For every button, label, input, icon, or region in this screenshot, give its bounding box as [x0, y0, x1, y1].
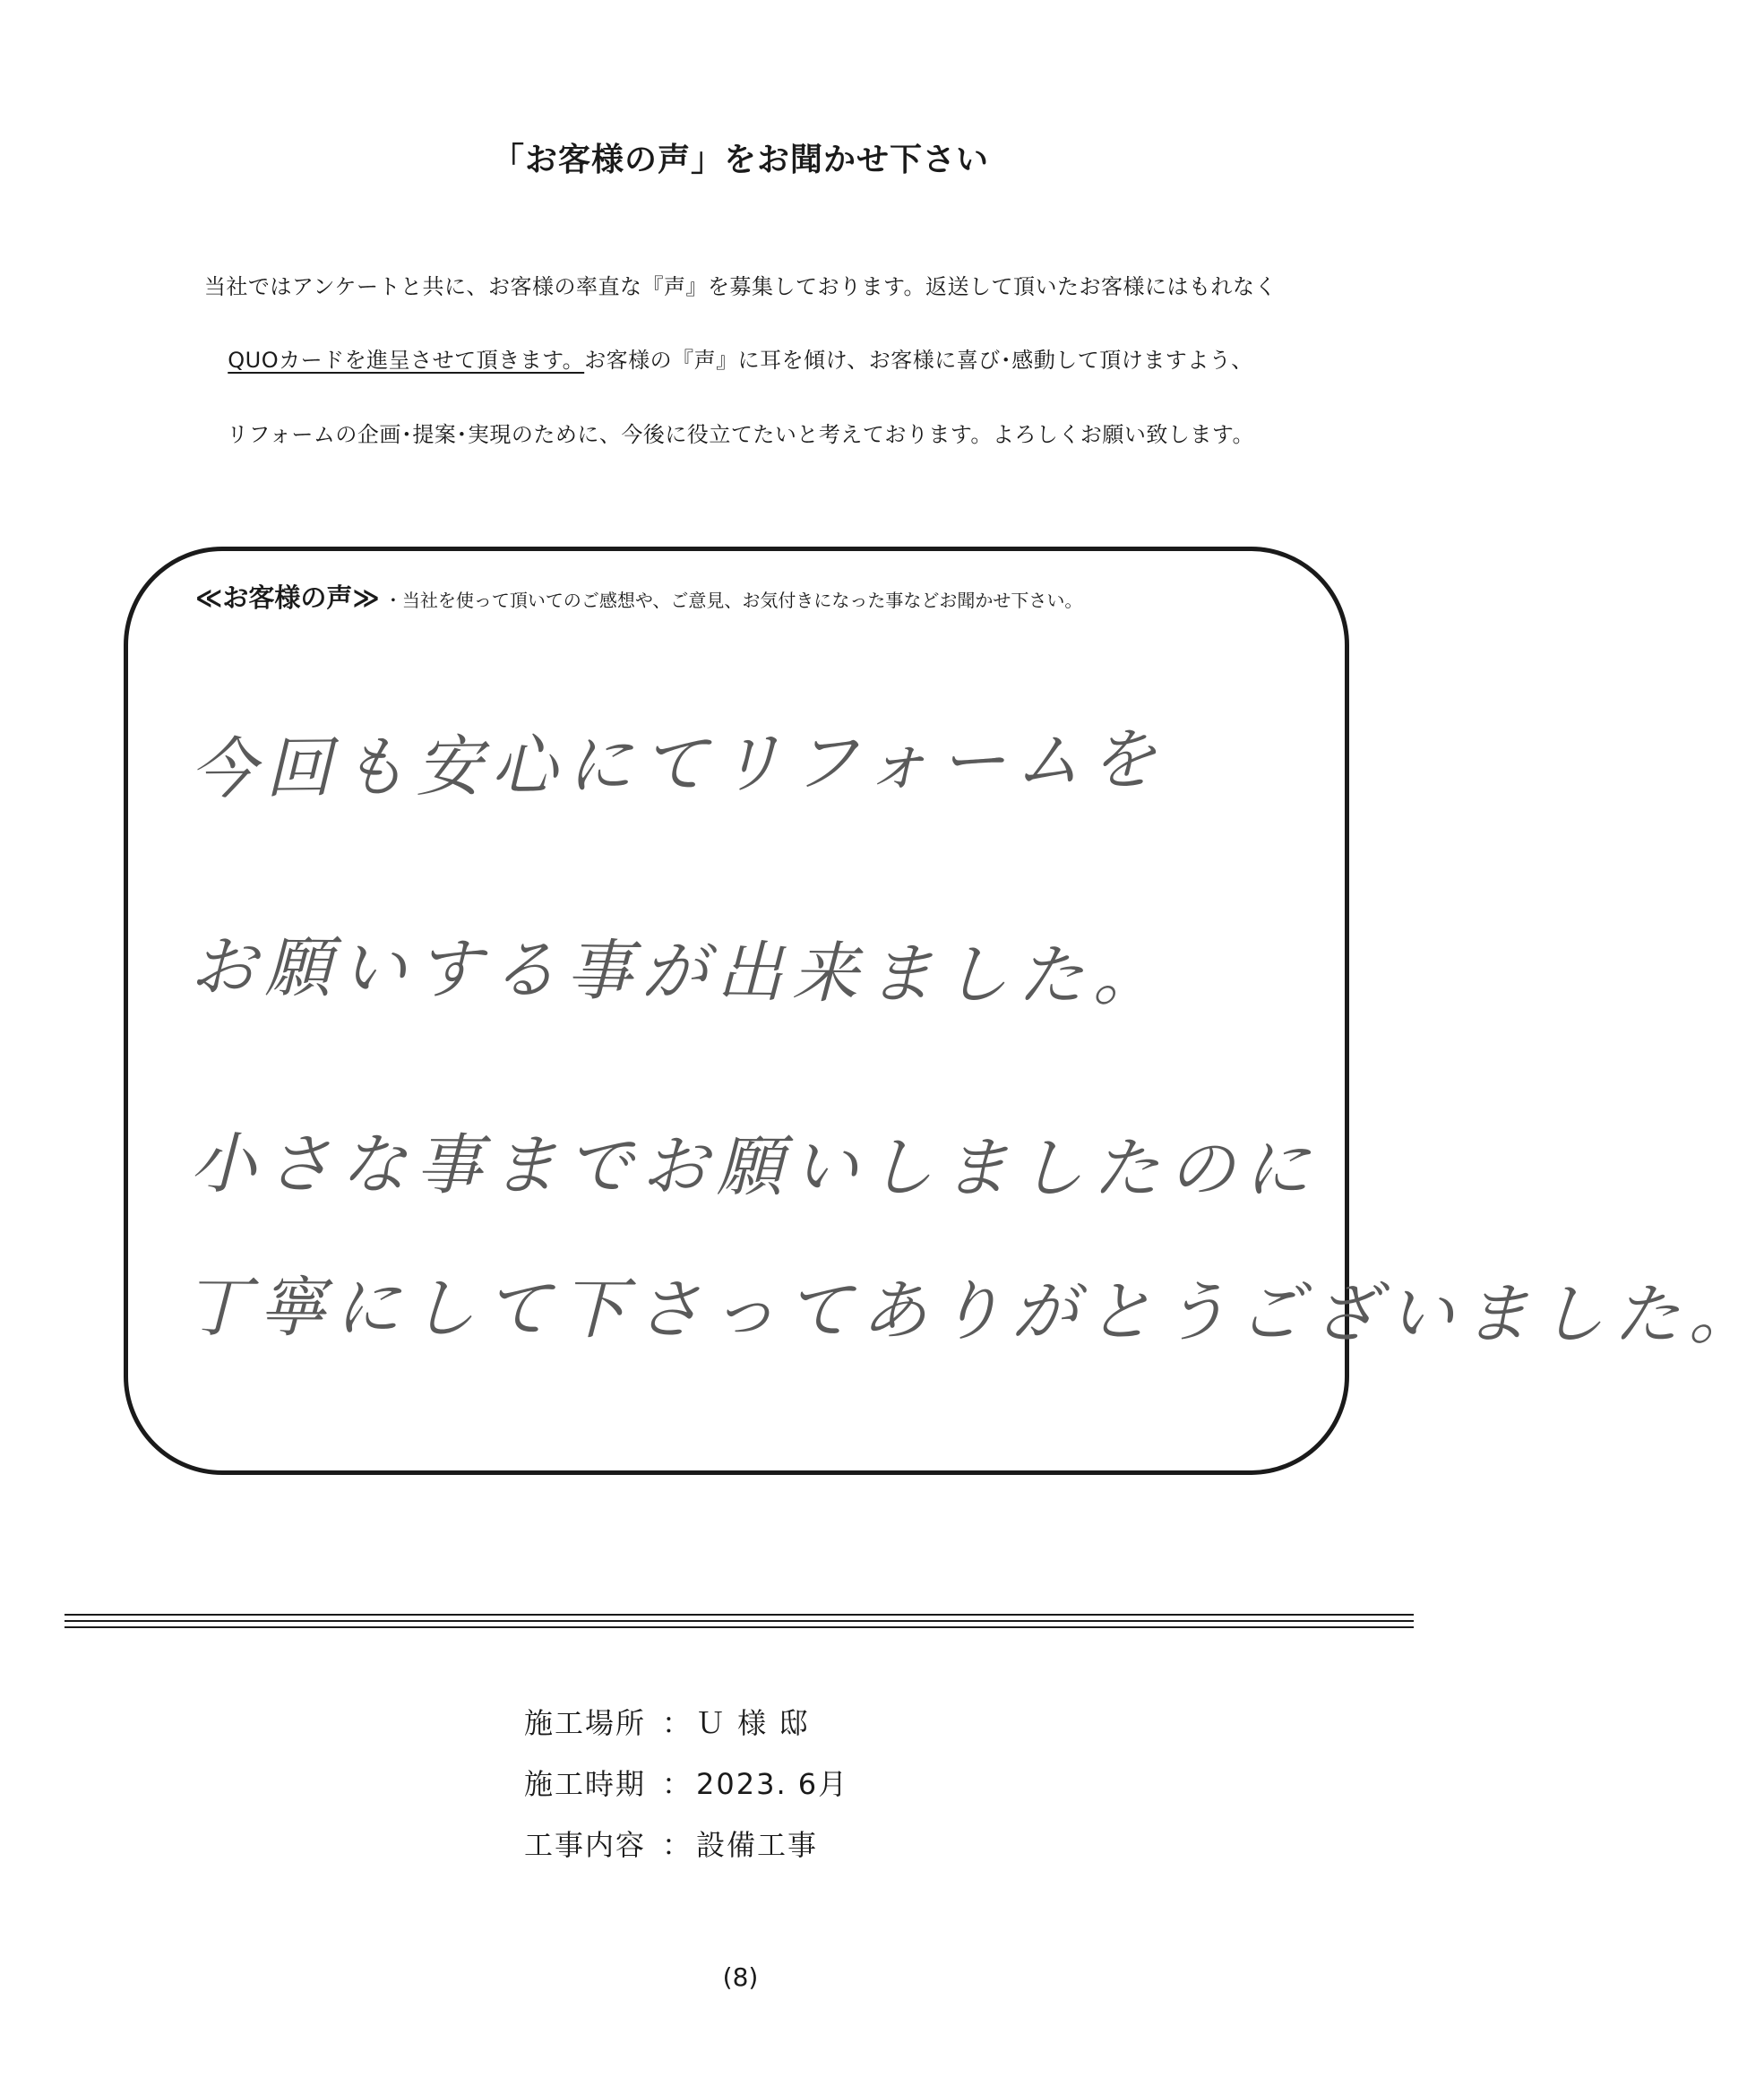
intro-line-1: 当社ではアンケートと共に、お客様の率直な『声』を募集しております。返送して頂いたお客様にはもれなく: [203, 274, 1278, 299]
divider-rule: [65, 1614, 1414, 1616]
page-number: (8): [722, 1962, 759, 1992]
info-value: Ｕ 様 邸: [696, 1706, 810, 1740]
divider-rule: [65, 1626, 1414, 1628]
info-label: 施工時期: [524, 1767, 647, 1801]
page-title: 「お客様の声」をお聞かせ下さい: [491, 142, 989, 178]
construction-period-row: [524, 1762, 848, 1803]
info-label: 施工場所: [524, 1706, 647, 1740]
info-value: 2023. 6月: [696, 1767, 849, 1801]
handwritten-line-3: 小さな事までお願いしましたのに: [189, 1125, 1320, 1209]
info-separator: ：: [661, 1706, 693, 1740]
quo-card-notice: QUOカードを進呈させて頂きます。: [228, 348, 585, 373]
info-value: 設備工事: [696, 1828, 819, 1862]
handwritten-line-2: お願いする事が出来ました。: [189, 928, 1169, 1016]
intro-line-2-rest: お客様の『声』に耳を傾け、お客様に喜び･感動して頂けますよう、: [584, 348, 1253, 373]
voice-box-title: ≪お客様の声≫: [195, 582, 380, 613]
voice-box-prompt: ・当社を使って頂いてのご感想や、ご意見、お気付きになった事などお聞かせ下さい。: [383, 590, 1083, 611]
handwritten-line-4: 丁寧にして下さってありがとうございました。: [183, 1269, 1764, 1355]
intro-line-3: リフォームの企画･提案･実現のために、今後に役立てたいと考えております。よろしくお願い致します。: [227, 422, 1254, 447]
info-separator: ：: [661, 1828, 693, 1862]
construction-location-row: [524, 1701, 809, 1742]
info-separator: ：: [661, 1767, 693, 1801]
info-label: 工事内容: [524, 1828, 647, 1862]
construction-content-row: [524, 1823, 818, 1864]
handwritten-line-1: 今回も安心にてリフォームを: [189, 720, 1166, 808]
divider-rule: [65, 1620, 1414, 1622]
